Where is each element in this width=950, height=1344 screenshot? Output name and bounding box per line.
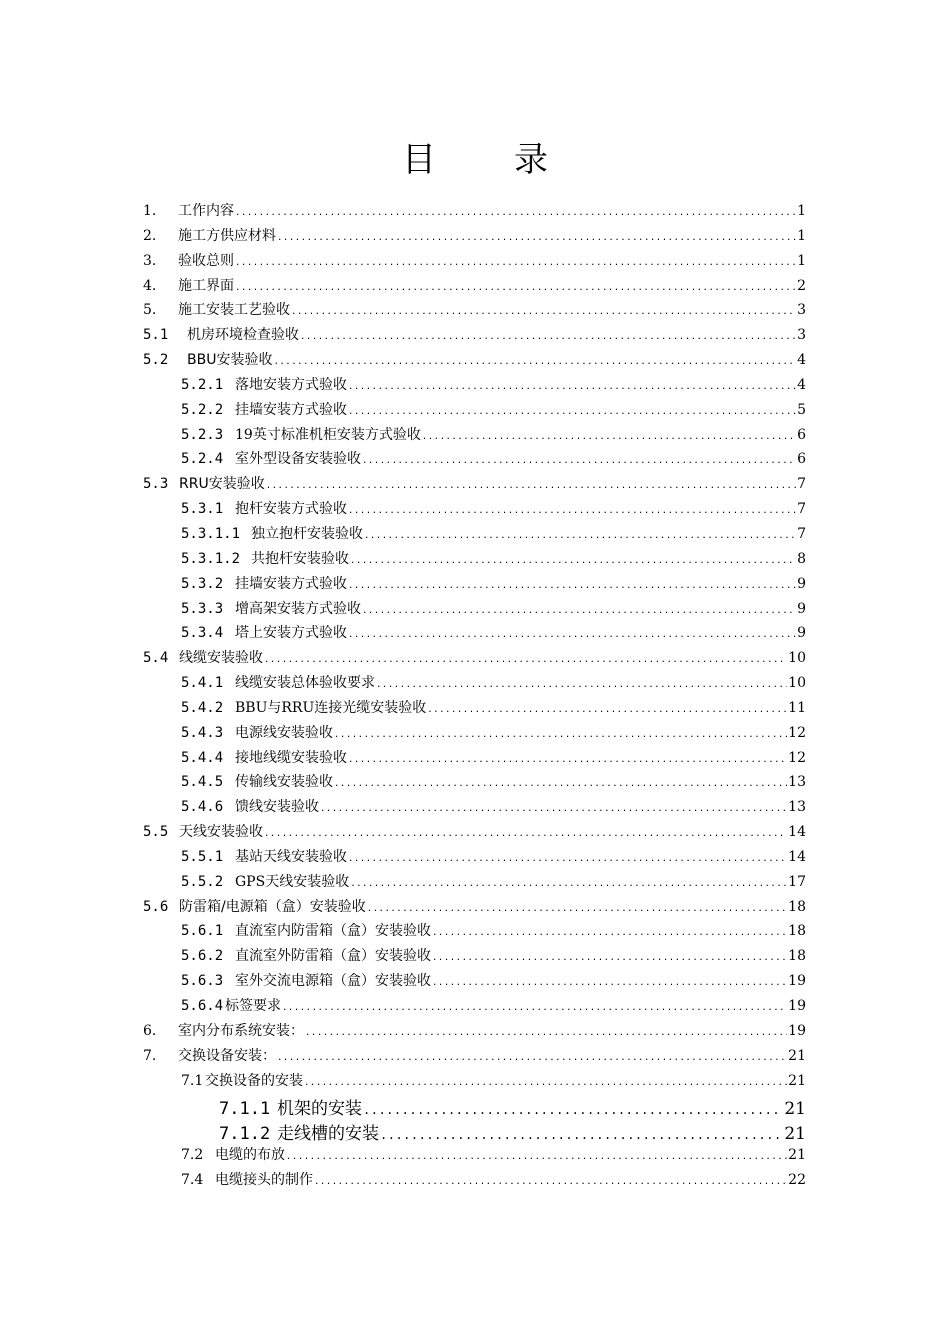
toc-label: 电缆的布放 — [215, 1147, 285, 1164]
toc-number: 5.4.3 — [181, 724, 224, 741]
toc-entry[interactable] — [143, 771, 806, 796]
toc-page: 14 — [788, 824, 806, 841]
toc-leader — [350, 879, 787, 889]
toc-leader — [264, 655, 787, 665]
toc-number: 7. — [143, 1047, 157, 1064]
toc-leader — [363, 1103, 783, 1117]
toc-number: 7.1 — [181, 1072, 204, 1089]
toc-entry[interactable] — [143, 920, 806, 945]
toc-leader — [348, 630, 796, 640]
toc-page: 12 — [788, 724, 806, 741]
toc-page: 19 — [788, 973, 806, 990]
toc-entry[interactable] — [143, 1070, 806, 1095]
toc-label: 独立抱杆安装验收 — [251, 525, 363, 542]
toc-leader — [362, 606, 796, 616]
toc-label: 增高架安装方式验收 — [235, 600, 361, 617]
toc-entry[interactable] — [143, 821, 806, 846]
toc-label: 传输线安装验收 — [235, 774, 333, 791]
toc-page: 21 — [788, 1047, 806, 1064]
toc-page: 18 — [788, 948, 806, 965]
toc-number: 7.2 — [181, 1147, 204, 1164]
toc-leader — [348, 854, 787, 864]
toc-number: 5.6.4 — [181, 998, 224, 1014]
toc-number: 5.4 — [143, 650, 169, 667]
toc-entry[interactable] — [143, 324, 806, 349]
toc-number: 5.4.4 — [181, 749, 224, 766]
toc-entry[interactable] — [143, 424, 806, 449]
toc-label: 天线安装验收 — [179, 824, 263, 841]
toc-leader — [334, 730, 787, 740]
toc-label: 施工界面 — [178, 277, 234, 294]
title-char-2: 录 — [514, 140, 548, 180]
toc-leader — [348, 755, 787, 765]
toc-entry[interactable] — [143, 275, 806, 300]
toc-number: 5.1 — [143, 327, 169, 344]
toc-leader — [432, 953, 787, 963]
toc-leader — [235, 258, 796, 268]
toc-label: 共抱杆安装验收 — [251, 550, 349, 567]
toc-number: 7.1.2 — [219, 1124, 271, 1145]
toc-entry[interactable] — [143, 647, 806, 672]
toc-number: 5.3 — [143, 476, 169, 493]
toc-label: 机架的安装 — [277, 1099, 362, 1120]
toc-page: 18 — [788, 898, 806, 915]
toc-leader — [367, 904, 787, 914]
toc-label: 室内分布系统安装： — [178, 1022, 304, 1039]
toc-page: 17 — [788, 873, 806, 890]
toc-label: 线缆安装验收 — [179, 650, 263, 667]
toc-leader — [350, 556, 796, 566]
toc-leader — [364, 531, 796, 541]
toc-label: 基站天线安装验收 — [235, 848, 347, 865]
toc-leader — [314, 1177, 787, 1187]
title-char-1: 目 — [402, 140, 436, 180]
toc-page: 21 — [784, 1124, 806, 1145]
toc-page: 4 — [797, 376, 806, 393]
toc-page: 21 — [784, 1099, 806, 1120]
toc-leader — [304, 1078, 787, 1088]
toc-entry[interactable] — [143, 225, 806, 250]
toc-leader — [320, 804, 787, 814]
toc-leader — [266, 481, 796, 491]
toc-leader — [348, 506, 796, 516]
toc-label: 19英寸标准机柜安装方式验收 — [235, 426, 421, 443]
toc-number: 5.6.1 — [181, 923, 224, 940]
toc-leader — [282, 1003, 787, 1013]
toc-leader — [305, 1028, 787, 1038]
toc-page: 1 — [797, 227, 806, 244]
toc-leader — [235, 208, 796, 218]
toc-entry[interactable] — [143, 299, 806, 324]
toc-entry[interactable] — [143, 796, 806, 821]
toc-entry[interactable] — [143, 1094, 806, 1119]
toc-leader — [286, 1152, 787, 1162]
toc-label: 验收总则 — [178, 252, 234, 269]
toc-entry[interactable] — [143, 846, 806, 871]
toc-entry[interactable] — [143, 448, 806, 473]
toc-page: 13 — [788, 799, 806, 816]
toc-leader — [348, 382, 796, 392]
toc-entry[interactable] — [143, 498, 806, 523]
toc-page: 19 — [788, 1022, 806, 1039]
toc-number: 5.4.5 — [181, 774, 224, 791]
toc-number: 3. — [143, 252, 157, 269]
toc-page: 3 — [797, 302, 806, 319]
toc-page: 12 — [788, 749, 806, 766]
toc-leader — [348, 407, 796, 417]
toc-page: 9 — [797, 575, 806, 592]
toc-leader — [277, 1053, 787, 1063]
toc-page: 6 — [797, 426, 806, 443]
toc-page: 7 — [797, 476, 806, 493]
toc-number: 5.2 — [143, 352, 169, 369]
toc-page: 2 — [797, 277, 806, 294]
toc-label: 交换设备安装： — [178, 1047, 276, 1064]
toc-leader — [235, 283, 796, 293]
toc-number: 6. — [143, 1022, 157, 1039]
toc-entry[interactable] — [143, 672, 806, 697]
toc-entry[interactable] — [143, 548, 806, 573]
toc-number: 5.2.1 — [181, 376, 224, 393]
toc-page: 3 — [797, 327, 806, 344]
toc-page: 10 — [788, 675, 806, 692]
toc-label: 直流室内防雷箱（盒）安装验收 — [235, 923, 431, 940]
toc-label: 挂墙安装方式验收 — [235, 401, 347, 418]
toc-label: 机房环境检查验收 — [187, 327, 299, 344]
toc-entry[interactable] — [143, 945, 806, 970]
toc-page: 14 — [788, 848, 806, 865]
toc-label: 施工安装工艺验收 — [178, 302, 290, 319]
toc-entry[interactable] — [143, 871, 806, 896]
toc-page: 7 — [797, 501, 806, 518]
toc-leader — [432, 978, 787, 988]
toc-entry[interactable] — [143, 747, 806, 772]
toc-leader — [291, 307, 796, 317]
toc-number: 1. — [143, 203, 157, 219]
toc-entry[interactable] — [143, 722, 806, 747]
toc-page: 7 — [797, 525, 806, 542]
toc-label: 挂墙安装方式验收 — [235, 575, 347, 592]
toc-number: 5.6.2 — [181, 948, 224, 965]
toc-page: 6 — [797, 451, 806, 468]
toc-entry[interactable] — [143, 970, 806, 995]
toc-page: 18 — [788, 923, 806, 940]
toc-entry[interactable] — [143, 896, 806, 921]
toc-leader — [432, 928, 787, 938]
toc-leader — [348, 581, 796, 591]
toc-label: 防雷箱/电源箱（盒）安装验收 — [179, 898, 366, 915]
toc-number: 5.4.2 — [181, 699, 224, 716]
toc-label: 走线槽的安装 — [277, 1124, 379, 1145]
toc-label: 接地线缆安装验收 — [235, 749, 347, 766]
table-of-contents — [143, 200, 806, 1194]
toc-number: 5.2.2 — [181, 401, 224, 418]
toc-page: 5 — [797, 401, 806, 418]
toc-leader — [273, 357, 796, 367]
toc-entry[interactable] — [143, 1144, 806, 1169]
toc-leader — [427, 705, 787, 715]
toc-entry[interactable] — [143, 250, 806, 275]
toc-page: 1 — [797, 203, 806, 219]
toc-number: 5.3.4 — [181, 625, 224, 642]
toc-number: 5.3.1.2 — [181, 550, 241, 567]
toc-number: 5.2.4 — [181, 451, 224, 468]
toc-number: 5.3.3 — [181, 600, 224, 617]
toc-label: BBU安装验收 — [187, 352, 273, 369]
toc-label: 工作内容 — [178, 203, 234, 219]
toc-number: 5.3.2 — [181, 575, 224, 592]
toc-leader — [362, 456, 796, 466]
toc-label: 塔上安装方式验收 — [235, 625, 347, 642]
toc-entry[interactable] — [143, 1045, 806, 1070]
toc-page: 21 — [788, 1147, 806, 1164]
toc-number: 5.4.1 — [181, 675, 224, 692]
toc-number: 4. — [143, 277, 157, 294]
toc-label: 交换设备的安装 — [205, 1072, 303, 1089]
toc-entry[interactable] — [143, 573, 806, 598]
toc-page: 19 — [788, 998, 806, 1014]
toc-entry[interactable] — [143, 598, 806, 623]
toc-label: 标签要求 — [225, 998, 281, 1014]
toc-number: 5.6.3 — [181, 973, 224, 990]
toc-label: 施工方供应材料 — [178, 227, 276, 244]
toc-leader — [264, 829, 787, 839]
toc-leader — [334, 779, 787, 789]
toc-page: 22 — [788, 1171, 806, 1188]
toc-leader — [300, 332, 796, 342]
toc-entry[interactable] — [143, 1119, 806, 1144]
toc-page: 9 — [797, 625, 806, 642]
toc-number: 2. — [143, 227, 157, 244]
toc-number: 5.6 — [143, 898, 169, 915]
toc-leader — [380, 1128, 783, 1142]
toc-leader — [422, 432, 796, 442]
toc-number: 5.5.2 — [181, 873, 224, 890]
toc-number: 5.5 — [143, 824, 169, 841]
toc-label: 抱杆安装方式验收 — [235, 501, 347, 518]
toc-entry[interactable] — [143, 473, 806, 498]
toc-entry[interactable] — [143, 1020, 806, 1045]
toc-entry[interactable] — [143, 1169, 806, 1194]
toc-page: 1 — [797, 252, 806, 269]
toc-page: 11 — [788, 699, 806, 716]
toc-label: 线缆安装总体验收要求 — [235, 675, 375, 692]
toc-leader — [277, 233, 796, 243]
toc-entry[interactable] — [143, 995, 806, 1020]
toc-number: 7.4 — [181, 1171, 204, 1188]
toc-label: BBU与RRU连接光缆安装验收 — [235, 699, 427, 716]
toc-label: 直流室外防雷箱（盒）安装验收 — [235, 948, 431, 965]
toc-label: 落地安装方式验收 — [235, 376, 347, 393]
toc-label: 电源线安装验收 — [235, 724, 333, 741]
toc-entry[interactable] — [143, 622, 806, 647]
toc-number: 5.2.3 — [181, 426, 224, 443]
toc-page: 21 — [788, 1072, 806, 1089]
toc-entry[interactable] — [143, 200, 806, 225]
toc-number: 5.4.6 — [181, 799, 224, 816]
toc-entry[interactable] — [143, 697, 806, 722]
toc-label: GPS天线安装验收 — [235, 873, 350, 890]
toc-page: 8 — [797, 550, 806, 567]
toc-page: 4 — [797, 352, 806, 369]
toc-page: 9 — [797, 600, 806, 617]
toc-entry[interactable] — [143, 523, 806, 548]
toc-number: 5. — [143, 302, 157, 319]
toc-entry[interactable] — [143, 374, 806, 399]
toc-label: 馈线安装验收 — [235, 799, 319, 816]
toc-entry[interactable] — [143, 349, 806, 374]
toc-entry[interactable] — [143, 399, 806, 424]
toc-page: 10 — [788, 650, 806, 667]
toc-label: 电缆接头的制作 — [215, 1171, 313, 1188]
toc-page: 13 — [788, 774, 806, 791]
toc-number: 5.3.1.1 — [181, 525, 241, 542]
toc-number: 7.1.1 — [219, 1099, 271, 1120]
toc-number: 5.5.1 — [181, 848, 224, 865]
toc-label: 室外交流电源箱（盒）安装验收 — [235, 973, 431, 990]
page-title — [0, 132, 950, 181]
toc-label: 室外型设备安装验收 — [235, 451, 361, 468]
toc-leader — [376, 680, 787, 690]
toc-label: RRU安装验收 — [179, 476, 265, 493]
toc-number: 5.3.1 — [181, 501, 224, 518]
